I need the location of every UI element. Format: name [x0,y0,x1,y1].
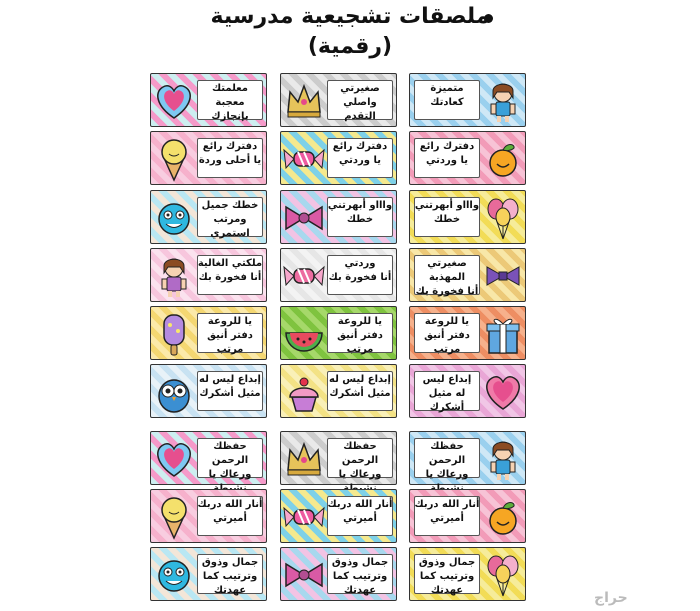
sticker-text: حفظك الرحمن ورعاك يا [425,441,469,480]
page-subtitle: (رقمية) [307,34,393,59]
heart-icon [152,436,196,482]
sticker-text: إبداع ليس له مثيل أشكرك [199,374,261,399]
candy-icon [282,494,326,540]
sticker-card [409,431,526,485]
icecream-icon [152,136,196,182]
sticker-card [150,248,267,302]
sticker-text: وردتي أنا فخورة بك [328,258,392,283]
cupcake-icon [282,369,326,415]
sticker-card [280,131,397,185]
sticker-text: خطك جميل ومرتب استمري [201,200,259,239]
page-title: ملصقات تشجيعية مدرسية [210,4,490,29]
icecream-icon [152,494,196,540]
sticker-text: دفترك رائع يا وردتي [332,141,388,166]
sticker-text: إبداع ليس له مثيل أشكرك [422,374,472,413]
sticker-card [150,364,267,418]
sticker-card [409,306,526,360]
girl-icon [481,436,525,482]
girl-icon [481,78,525,124]
sticker-card [280,431,397,485]
crown-icon [282,78,326,124]
sticker-text: واااو أبهرتني خطك [414,200,480,225]
sticker-text: صغيرتي واصلي التقدم [340,83,380,122]
sticker-card [280,190,397,244]
sticker-card [280,306,397,360]
sticker-text: حفظك الرحمن ورعاك يا [208,441,252,480]
sticker-card [280,489,397,543]
candy-icon [282,136,326,182]
sticker-card [280,364,397,418]
candy-icon [282,253,326,299]
sticker-text: يا للروعة دفتر أنيق مرتب [337,316,383,355]
sticker-card [409,489,526,543]
owl-icon [152,369,196,415]
watermark-logo: حراج [594,590,628,606]
watermelon-icon [282,311,326,357]
balloons-icon [481,552,525,598]
sticker-text: دفترك رائع يا أحلى وردة [198,141,262,166]
sticker-card [280,547,397,601]
sticker-text: متميزة كعادتك [430,83,464,108]
sticker-card [150,489,267,543]
monster-icon [152,195,196,241]
sticker-card [409,190,526,244]
sticker-card [150,431,267,485]
sticker-text: إبداع ليس له مثيل أشكرك [329,374,391,399]
sticker-card [409,364,526,418]
bow-icon [282,552,326,598]
balloons-icon [481,195,525,241]
sticker-text: واااو أبهرتني خطك [327,200,393,225]
gift-icon [481,311,525,357]
ribbon-icon [481,253,525,299]
monster-icon [152,552,196,598]
sticker-text: أنار الله دربك أميرتي [414,499,480,524]
sticker-text: معلمتك معجبة بإنجازك [211,83,249,122]
crown-icon [282,436,326,482]
sticker-card [150,547,267,601]
heart-icon [481,369,525,415]
sticker-card [150,190,267,244]
sticker-card [409,547,526,601]
orange-icon [481,136,525,182]
sticker-text: جمال وذوق وترتيب كما عهدتك [331,557,389,596]
sticker-card [150,306,267,360]
bow-icon [282,195,326,241]
girl-icon [152,253,196,299]
sticker-card [409,131,526,185]
sticker-text: جمال وذوق وترتيب كما عهدتك [418,557,476,596]
sticker-text: صغيرتي المهذبة أنا فخورة بك [415,258,479,297]
sticker-text: جمال وذوق وترتيب كما عهدتك [201,557,259,596]
sticker-text: دفترك رائع يا وردتي [419,141,475,166]
sticker-card [409,73,526,127]
sticker-text: أنار الله دربك أميرتي [327,499,393,524]
sticker-text: ملكتي الغالية أنا فخورة بك [197,258,263,283]
sticker-card [280,248,397,302]
sticker-text: حفظك الرحمن ورعاك يا [338,441,382,480]
sticker-card [150,73,267,127]
sticker-text: يا للروعة دفتر أنيق مرتب [207,316,253,355]
orange-icon [481,494,525,540]
popsicle-icon [152,311,196,357]
sticker-card [409,248,526,302]
sticker-text: يا للروعة دفتر أنيق مرتب [424,316,470,355]
sticker-card [280,73,397,127]
sticker-card [150,131,267,185]
heart-icon [152,78,196,124]
sticker-text: أنار الله دربك أميرتي [197,499,263,524]
